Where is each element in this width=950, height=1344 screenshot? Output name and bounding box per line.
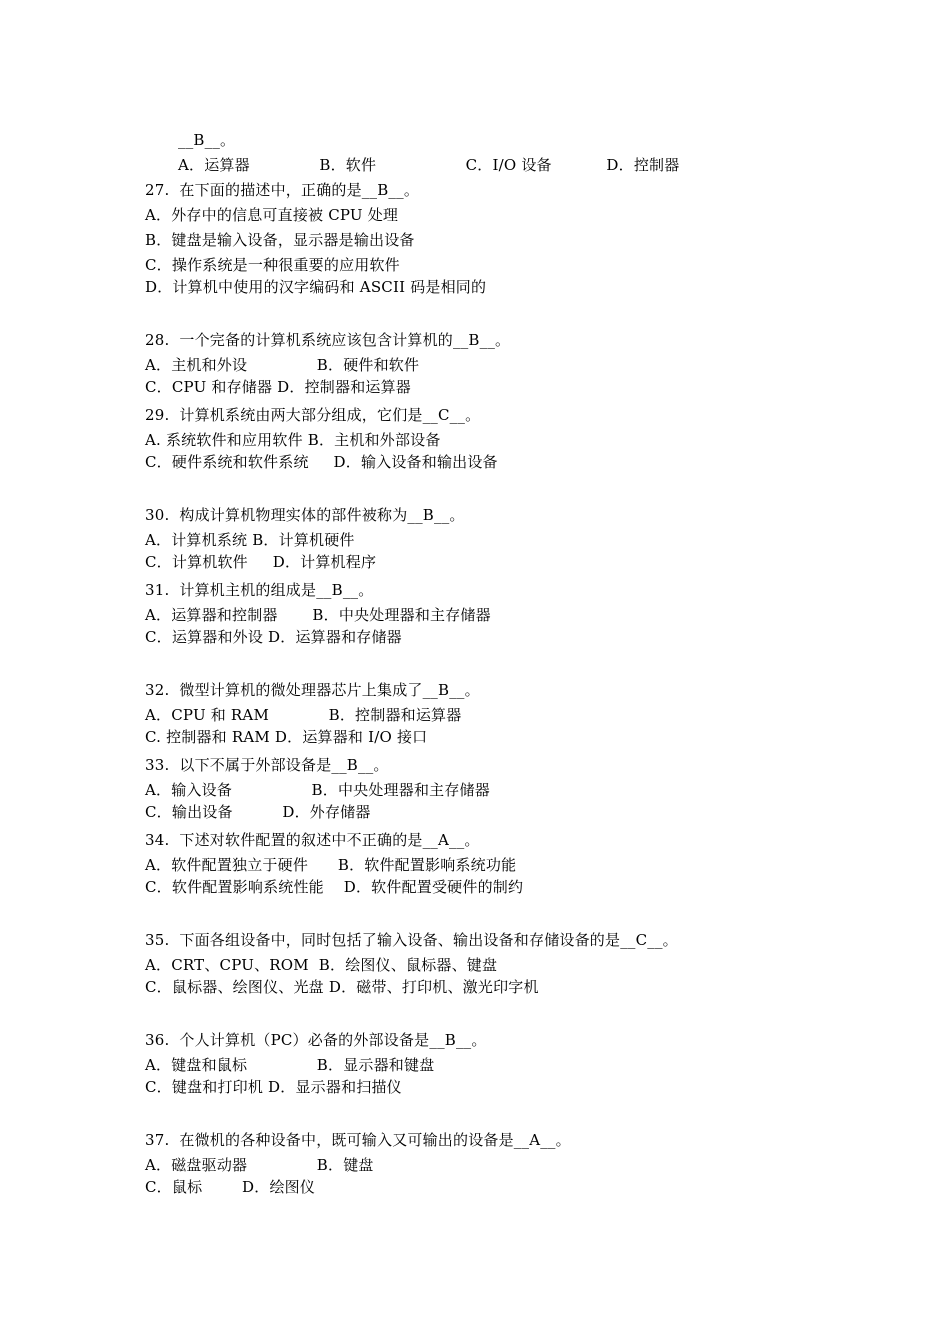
q36-options-cd: C．键盘和打印机 D．显示器和扫描仪 bbox=[145, 1078, 402, 1096]
q30-options-ab: A．计算机系统 B．计算机硬件 bbox=[145, 531, 355, 549]
q37-options-ab: A．磁盘驱动器 B．键盘 bbox=[145, 1156, 374, 1174]
q26-options: A．运算器 B．软件 C．I/O 设备 D．控制器 bbox=[178, 156, 680, 174]
q27-option-c: C．操作系统是一种很重要的应用软件 bbox=[145, 256, 400, 274]
q35-options-ab: A．CRT、CPU、ROM B．绘图仪、鼠标器、键盘 bbox=[145, 956, 498, 974]
q29-options-cd: C．硬件系统和软件系统 D．输入设备和输出设备 bbox=[145, 453, 498, 471]
q33-options-ab: A．输入设备 B．中央处理器和主存储器 bbox=[145, 781, 490, 799]
q29-stem: 29. 计算机系统由两大部分组成，它们是__C__。 bbox=[145, 406, 481, 424]
q37-options-cd: C．鼠标 D．绘图仪 bbox=[145, 1178, 316, 1196]
q31-options-cd: C．运算器和外设 D．运算器和存储器 bbox=[145, 628, 402, 646]
q33-stem: 33. 以下不属于外部设备是__B__。 bbox=[145, 756, 389, 774]
q26-answer-tail: __B__。 bbox=[178, 131, 236, 149]
q28-options-ab: A．主机和外设 B．硬件和软件 bbox=[145, 356, 420, 374]
q27-option-b: B．键盘是输入设备，显示器是输出设备 bbox=[145, 231, 415, 249]
q28-stem: 28. 一个完备的计算机系统应该包含计算机的__B__。 bbox=[145, 331, 511, 349]
q28-options-cd: C．CPU 和存储器 D．控制器和运算器 bbox=[145, 378, 411, 396]
q27-stem: 27. 在下面的描述中，正确的是__B__。 bbox=[145, 181, 420, 199]
q36-stem: 36. 个人计算机（PC）必备的外部设备是__B__。 bbox=[145, 1031, 487, 1049]
q36-options-ab: A．键盘和鼠标 B．显示器和键盘 bbox=[145, 1056, 435, 1074]
q31-stem: 31. 计算机主机的组成是__B__。 bbox=[145, 581, 374, 599]
q29-options-ab: A. 系统软件和应用软件 B．主机和外部设备 bbox=[145, 431, 441, 449]
q33-options-cd: C．输出设备 D．外存储器 bbox=[145, 803, 371, 821]
q35-options-cd: C．鼠标器、绘图仪、光盘 D．磁带、打印机、激光印字机 bbox=[145, 978, 539, 996]
q32-options-cd: C. 控制器和 RAM D．运算器和 I/O 接口 bbox=[145, 728, 428, 746]
q32-stem: 32. 微型计算机的微处理器芯片上集成了__B__。 bbox=[145, 681, 480, 699]
q37-stem: 37. 在微机的各种设备中，既可输入又可输出的设备是__A__。 bbox=[145, 1131, 571, 1149]
q27-option-a: A．外存中的信息可直接被 CPU 处理 bbox=[145, 206, 399, 224]
q27-option-d: D．计算机中使用的汉字编码和 ASCII 码是相同的 bbox=[145, 278, 487, 296]
q30-options-cd: C．计算机软件 D．计算机程序 bbox=[145, 553, 377, 571]
q34-stem: 34. 下述对软件配置的叙述中不正确的是__A__。 bbox=[145, 831, 480, 849]
q35-stem: 35. 下面各组设备中，同时包括了输入设备、输出设备和存储设备的是__C__。 bbox=[145, 931, 678, 949]
q32-options-ab: A．CPU 和 RAM B．控制器和运算器 bbox=[145, 706, 462, 724]
q31-options-ab: A．运算器和控制器 B．中央处理器和主存储器 bbox=[145, 606, 491, 624]
q34-options-cd: C．软件配置影响系统性能 D．软件配置受硬件的制约 bbox=[145, 878, 524, 896]
q30-stem: 30. 构成计算机物理实体的部件被称为__B__。 bbox=[145, 506, 465, 524]
q34-options-ab: A．软件配置独立于硬件 B．软件配置影响系统功能 bbox=[145, 856, 517, 874]
